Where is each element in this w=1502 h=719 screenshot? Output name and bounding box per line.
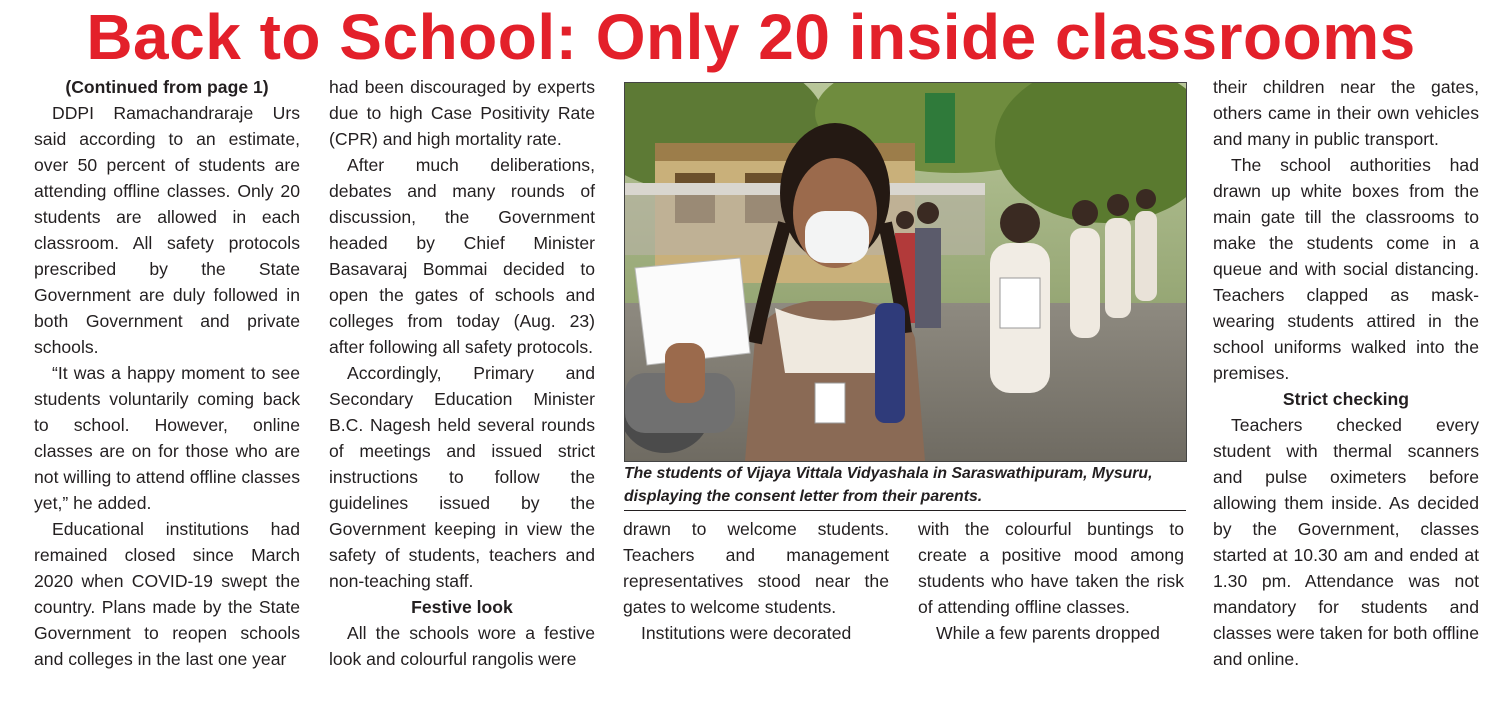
paragraph: The school authorities had drawn up white boxes from the main gate till the classrooms to make the students come in a queue and with social distancing. Teachers clapped as mask-wearing students attired in the school uniforms walked into the premises.	[1213, 155, 1479, 383]
paragraph: Institutions were decorated	[641, 623, 852, 643]
paragraph: Teachers checked every student with thermal scanners and pulse oximeters before allowing them inside. As decided by the Government, classes started at 10.30 am and ended at 1.30 pm. Attendance was not mandatory for students and classes were taken for both offline and online.	[1213, 415, 1479, 669]
paragraph: with the colourful buntings to create a positive mood among students who have taken the risk of attending offline classes.	[918, 519, 1184, 617]
paragraph: After much deliberations, debates and many rounds of discussion, the Government headed by Chief Minister Basavaraj Bommai decided to open the gates of schools and colleges from today (Aug. 23) after following all safety protocols.	[329, 155, 595, 357]
continued-note: (Continued from page 1)	[65, 77, 269, 97]
news-photo	[624, 82, 1187, 462]
paragraph: drawn to welcome students. Teachers and management representatives stood near the gates to welcome students.	[623, 519, 889, 617]
subhead-strict-checking: Strict checking	[1282, 389, 1410, 409]
article-column-4	[918, 516, 1184, 646]
subhead-festive-look: Festive look	[411, 597, 513, 617]
students-photo-illustration	[625, 83, 1186, 461]
article-column-3	[623, 516, 889, 646]
paragraph: “It was a happy moment to see students voluntarily coming back to school. However, online classes are on for those who are not willing to attend offline classes yet,” he added.	[34, 363, 300, 513]
article-column-1	[34, 74, 300, 672]
headline: Back to School: Only 20 inside classrooms	[86, 1, 1416, 73]
paragraph: their children near the gates, others came in their own vehicles and many in public transport.	[1213, 77, 1479, 149]
paragraph: Educational institutions had remained closed since March 2020 when COVID-19 swept the country. Plans made by the State Government to reopen schools and colleges in the last one year	[34, 519, 300, 669]
article-column-2	[329, 74, 595, 672]
paragraph: All the schools wore a festive look and colourful rangolis were	[329, 623, 595, 669]
paragraph: While a few parents dropped	[936, 623, 1160, 643]
photo-caption: The students of Vijaya Vittala Vidyashala in Saraswathipuram, Mysuru, displaying the consent letter from their parents.	[624, 465, 1153, 505]
paragraph: DDPI Ramachandraraje Urs said according to an estimate, over 50 percent of students are attending offline classes. Only 20 students are allowed in each classroom. All safety protocols prescribed by the State Government are duly followed in both Government and private schools.	[34, 103, 300, 357]
article-column-5	[1213, 74, 1479, 672]
paragraph: Accordingly, Primary and Secondary Education Minister B.C. Nagesh held several rounds of meetings and issued strict instructions to follow the guidelines issued by the Government keeping in view the safety of students, teachers and non-teaching staff.	[329, 363, 595, 591]
paragraph: had been discouraged by experts due to high Case Positivity Rate (CPR) and high mortality rate.	[329, 77, 595, 149]
caption-rule	[624, 510, 1186, 511]
